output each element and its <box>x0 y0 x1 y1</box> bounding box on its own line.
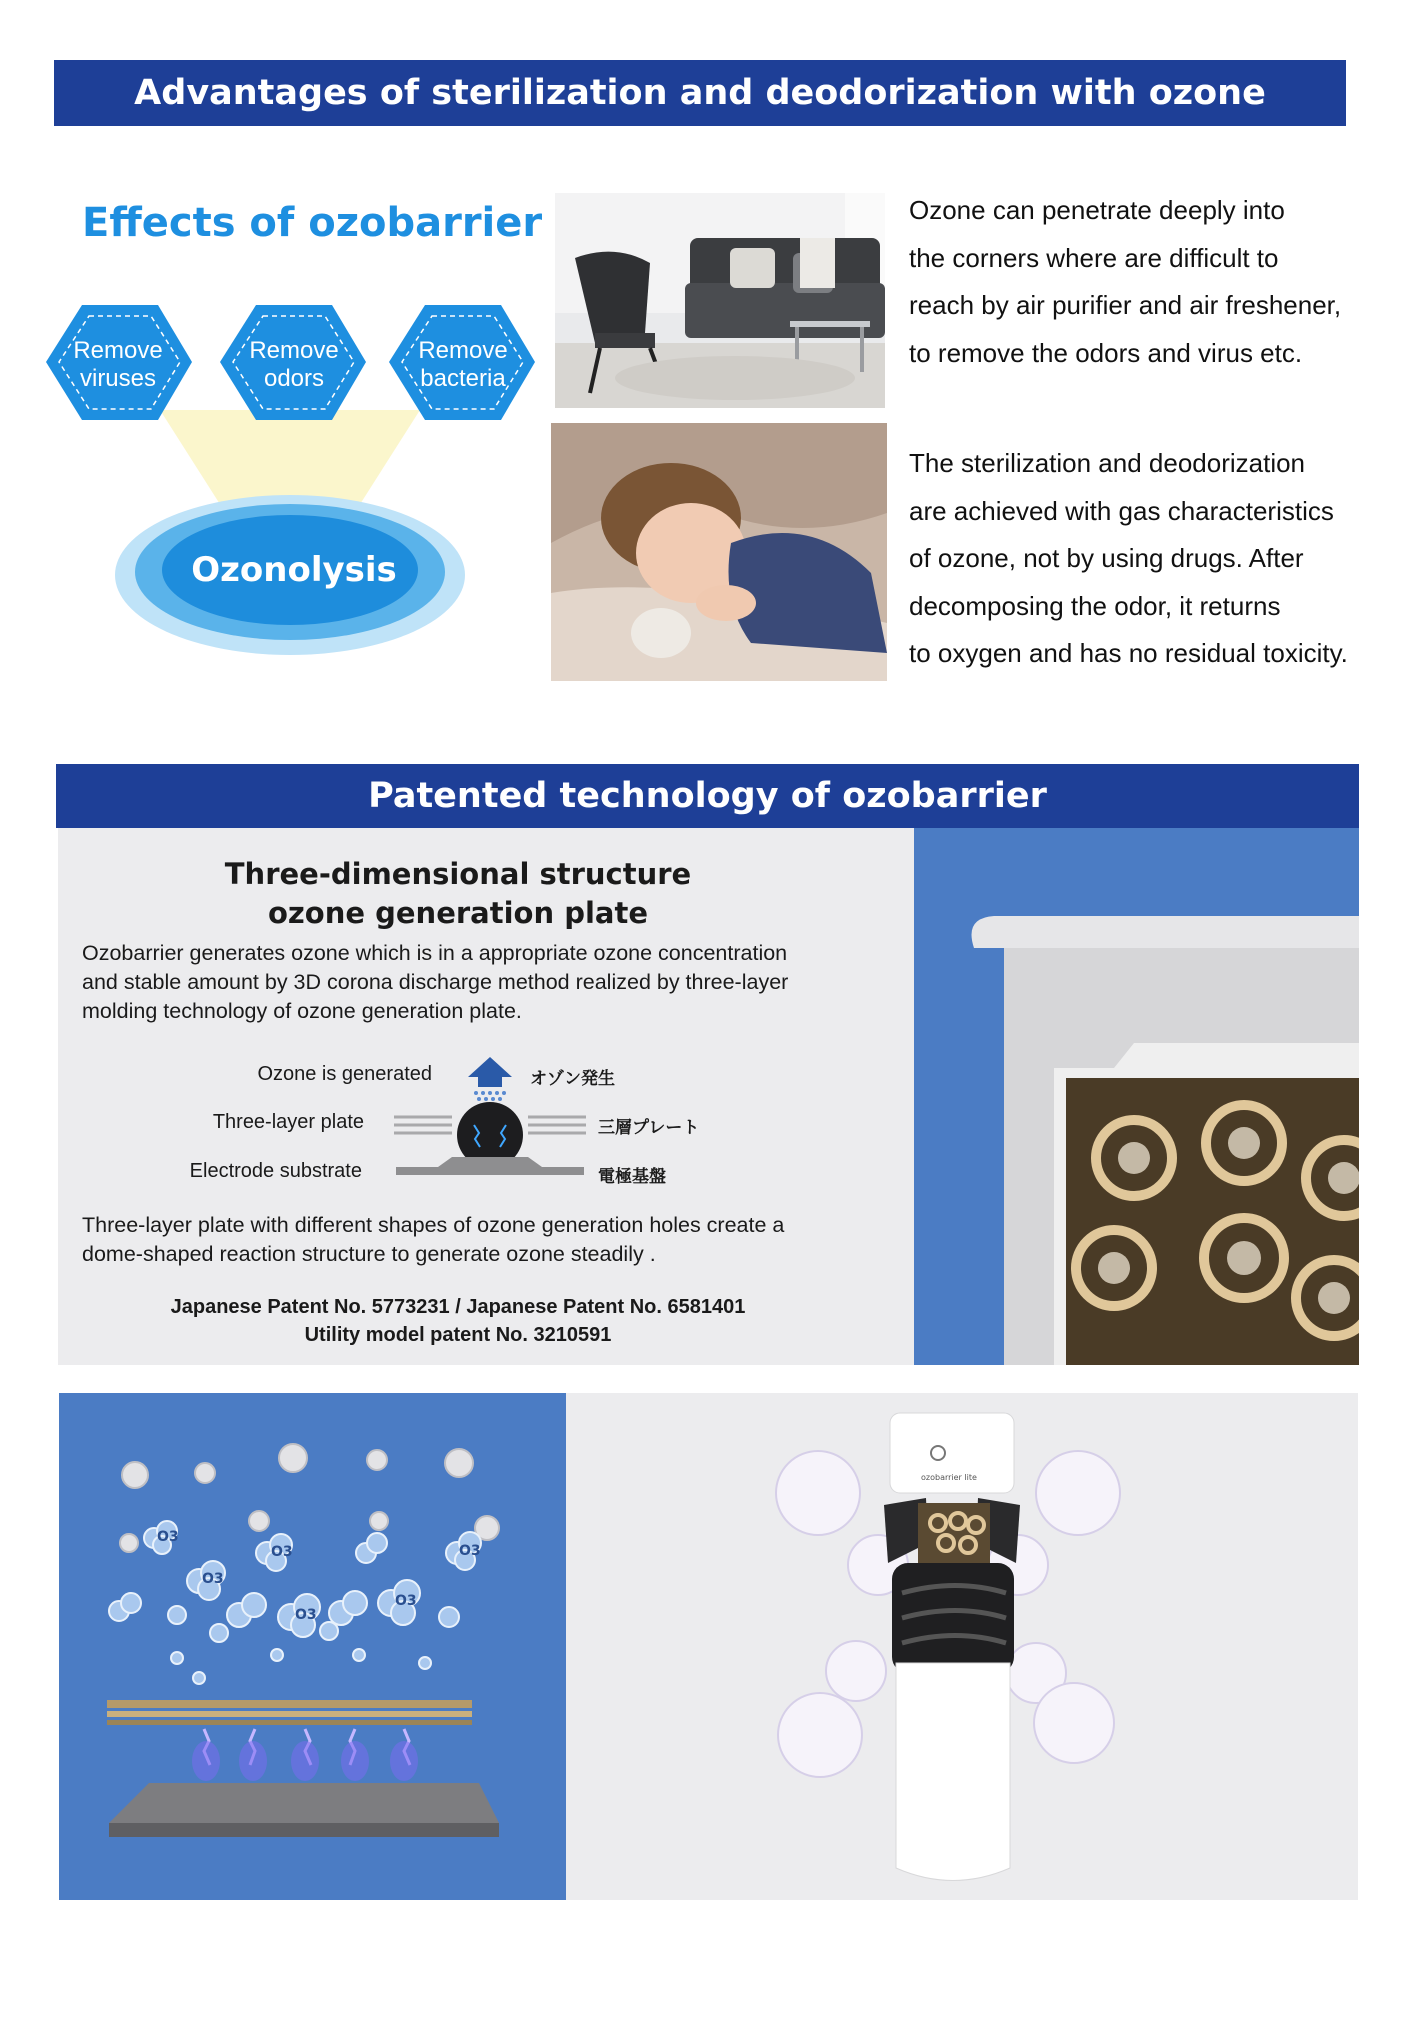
plate-description <box>82 939 882 1026</box>
text-line: of ozone, not by using drugs. After <box>909 543 1304 573</box>
living-room-photo <box>555 193 885 408</box>
text-line: Ozobarrier generates ozone which is in a appropriate ozone concentration <box>82 941 788 965</box>
o3-label: O3 <box>202 1571 224 1587</box>
heading-line: ozone generation plate <box>267 896 649 930</box>
text-line: The sterilization and deodorization <box>909 448 1306 478</box>
text-line: are achieved with gas characteristics <box>909 495 1334 526</box>
hex-line1: Remove <box>418 337 508 364</box>
heading-line: Three-dimensional structure <box>224 857 692 891</box>
text-line: and stable amount by 3D corona discharge method realized by three-layer <box>82 970 789 994</box>
product-brand-label: ozobarrier lite <box>921 1473 977 1482</box>
up-arrow-icon <box>468 1057 512 1087</box>
plate-heading <box>58 855 858 933</box>
banner-title: Patented technology of ozobarrier <box>368 776 1047 816</box>
utility-patent: Utility model patent No. 3210591 <box>304 1324 612 1346</box>
electrode-base <box>109 1783 499 1823</box>
effects-title: Effects of ozobarrier <box>82 200 543 246</box>
section-banner-advantages <box>54 60 1346 126</box>
label-three-layer-plate-jp: 三層プレート <box>598 1118 700 1137</box>
o3-label: O3 <box>395 1593 417 1609</box>
label-ozone-generated-jp: オゾン発生 <box>530 1069 615 1088</box>
o3-label: O3 <box>157 1529 179 1545</box>
text-line: Ozone can penetrate deeply into <box>909 195 1285 225</box>
plate-structure-diagram <box>390 1055 590 1185</box>
text-line: molding technology of ozone generation plate. <box>82 999 522 1023</box>
hex-label-viruses <box>43 337 193 393</box>
hex-line1: Remove <box>249 337 339 364</box>
text-line: Three-layer plate with different shapes of ozone generation holes create a <box>82 1213 785 1237</box>
label-electrode-substrate: Electrode substrate <box>189 1160 362 1182</box>
o3-label: O3 <box>459 1543 481 1559</box>
banner-title: Advantages of sterilization and deodorization with ozone <box>134 73 1266 113</box>
sleeping-child-photo <box>551 423 887 681</box>
ozone-dots <box>474 1091 506 1101</box>
label-ozone-generated: Ozone is generated <box>257 1063 432 1085</box>
ozone-illustration <box>59 1393 566 1900</box>
hex-line2: viruses <box>79 365 157 392</box>
paragraph-penetration <box>909 187 1389 377</box>
hex-label-bacteria <box>388 337 538 393</box>
patent-numbers: Japanese Patent No. 5773231 / Japanese Patent No. 6581401 <box>170 1296 746 1318</box>
hex-label-odors <box>219 337 369 393</box>
text-line: decomposing the odor, it returns <box>909 590 1281 621</box>
text-line: to remove the odors and virus etc. <box>909 337 1303 368</box>
hex-line2: bacteria <box>420 365 506 392</box>
dome-description <box>82 1211 882 1269</box>
o3-label: O3 <box>295 1607 317 1623</box>
hex-line1: Remove <box>73 337 163 364</box>
product-illustration <box>566 1393 1358 1900</box>
generation-plate-photo <box>914 828 1359 1365</box>
text-line: reach by air purifier and air freshener, <box>909 290 1342 320</box>
label-electrode-substrate-jp: 電極基盤 <box>598 1167 666 1186</box>
text-line: to oxygen and has no residual toxicity. <box>909 638 1348 668</box>
section-banner-patented <box>56 764 1359 828</box>
substrate-bar <box>396 1167 584 1175</box>
text-line: the corners where are difficult to <box>909 242 1279 273</box>
hex-line2: odors <box>263 365 325 392</box>
ozonolysis-label: Ozonolysis <box>191 550 397 590</box>
paragraph-sterilization <box>909 440 1389 678</box>
text-line: dome-shaped reaction structure to generate ozone steadily . <box>82 1242 656 1266</box>
label-three-layer-plate: Three-layer plate <box>212 1111 364 1133</box>
o3-label: O3 <box>271 1544 293 1560</box>
